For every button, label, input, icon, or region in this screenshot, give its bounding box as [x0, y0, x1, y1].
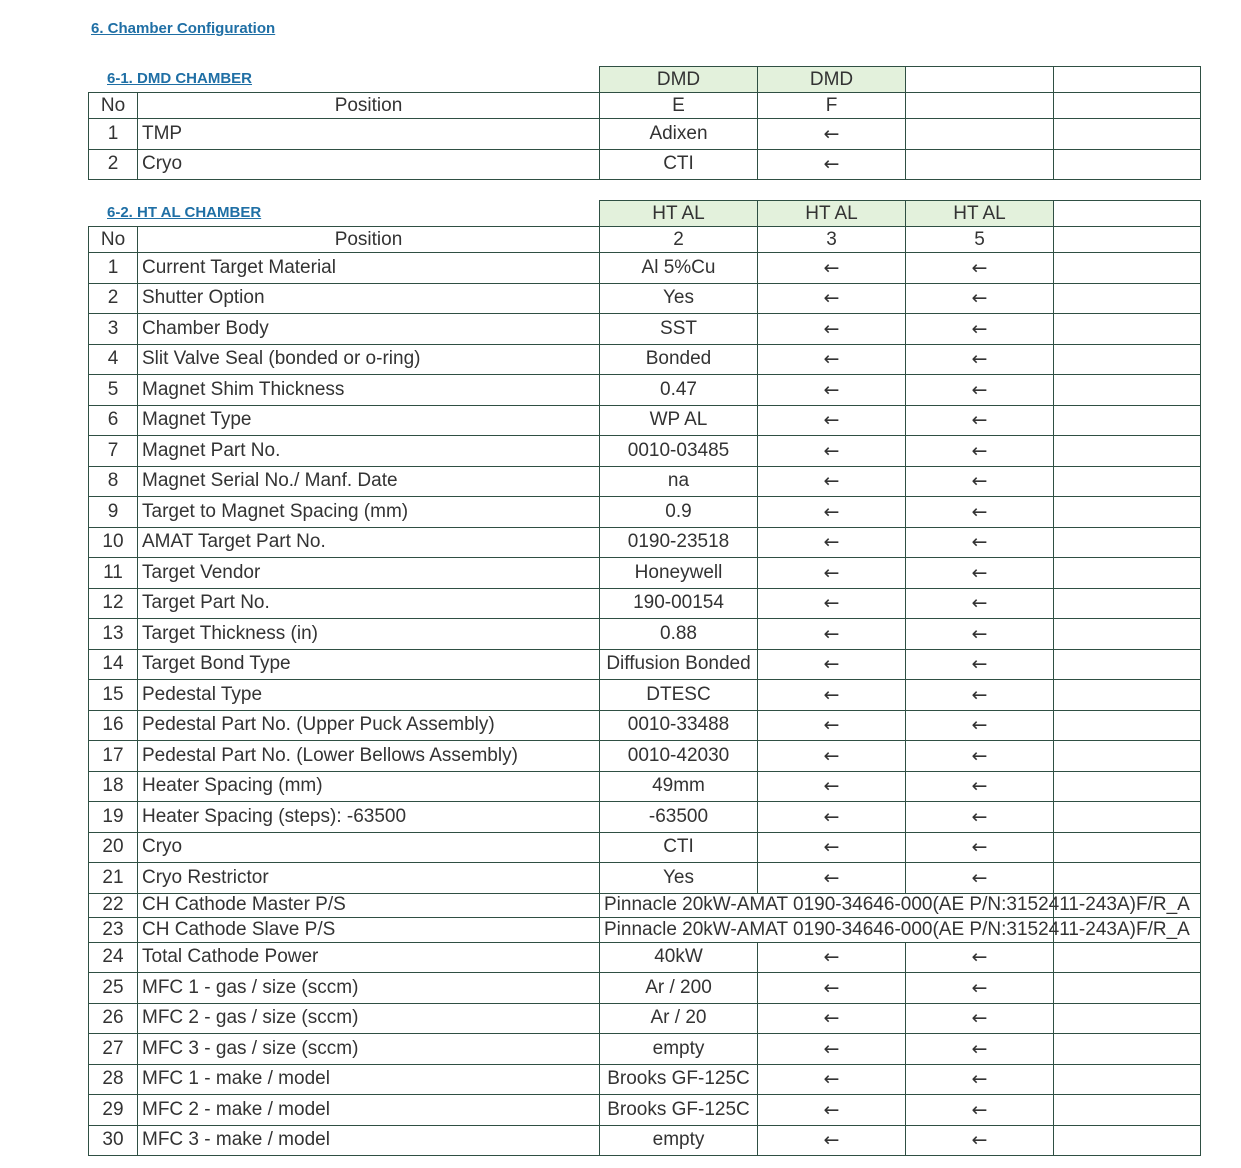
row-value — [1054, 436, 1201, 467]
column-header: DMD — [758, 67, 906, 93]
row-value: ← — [758, 527, 906, 558]
row-number: 12 — [89, 588, 138, 619]
row-number: 15 — [89, 680, 138, 711]
row-number: 20 — [89, 832, 138, 863]
row-value: ← — [758, 1064, 906, 1095]
row-value: 0010-03485 — [600, 436, 758, 467]
row-value: ← — [906, 497, 1054, 528]
table-row — [89, 344, 1201, 375]
row-position: Target Vendor — [138, 558, 600, 589]
row-value: ← — [758, 1034, 906, 1065]
row-value: ← — [906, 1095, 1054, 1126]
row-value: ← — [758, 119, 906, 150]
dmd-section-title: 6-1. DMD CHAMBER — [107, 70, 253, 87]
table-row — [89, 649, 1201, 680]
table-row — [89, 149, 1201, 180]
column-header — [1054, 67, 1201, 93]
row-position: Target Part No. — [138, 588, 600, 619]
row-value — [1054, 497, 1201, 528]
row-value — [1054, 1095, 1201, 1126]
row-value: WP AL — [600, 405, 758, 436]
row-value: ← — [758, 741, 906, 772]
column-subheader — [906, 93, 1054, 119]
row-value — [906, 119, 1054, 150]
row-value: ← — [906, 314, 1054, 345]
row-position: Pedestal Type — [138, 680, 600, 711]
row-value: Ar / 20 — [600, 1003, 758, 1034]
row-number: 24 — [89, 942, 138, 973]
row-position: Magnet Shim Thickness — [138, 375, 600, 406]
row-number: 3 — [89, 314, 138, 345]
table-row — [89, 741, 1201, 772]
row-value: ← — [758, 832, 906, 863]
row-number: 22 — [89, 893, 138, 918]
row-value: ← — [906, 832, 1054, 863]
row-number: 6 — [89, 405, 138, 436]
row-value — [1054, 863, 1201, 894]
row-value — [1054, 619, 1201, 650]
row-number: 1 — [89, 253, 138, 284]
row-value: 40kW — [600, 942, 758, 973]
row-position: CH Cathode Slave P/S — [138, 918, 600, 943]
row-value — [1054, 558, 1201, 589]
col-position-header: Position — [138, 227, 600, 253]
row-number: 1 — [89, 119, 138, 150]
table-row — [89, 253, 1201, 284]
row-position: Chamber Body — [138, 314, 600, 345]
row-value: 0010-42030 — [600, 741, 758, 772]
row-value: ← — [906, 1003, 1054, 1034]
subheader-row — [89, 93, 1201, 119]
row-value: ← — [906, 375, 1054, 406]
row-value: ← — [758, 680, 906, 711]
row-value — [1054, 802, 1201, 833]
row-value: -63500 — [600, 802, 758, 833]
row-value: 49mm — [600, 771, 758, 802]
row-value — [1054, 942, 1201, 973]
column-subheader: E — [600, 93, 758, 119]
row-number: 23 — [89, 918, 138, 943]
row-value: Ar / 200 — [600, 973, 758, 1004]
row-value: ← — [906, 344, 1054, 375]
row-number: 14 — [89, 649, 138, 680]
row-value — [1054, 771, 1201, 802]
row-number: 9 — [89, 497, 138, 528]
column-subheader — [1054, 227, 1201, 253]
row-value — [1054, 710, 1201, 741]
row-value: ← — [758, 710, 906, 741]
row-number: 16 — [89, 710, 138, 741]
row-value — [1054, 527, 1201, 558]
row-value: ← — [758, 802, 906, 833]
row-value — [1054, 1064, 1201, 1095]
row-position: Cryo — [138, 149, 600, 180]
column-header — [1054, 201, 1201, 227]
row-value: ← — [906, 283, 1054, 314]
row-number: 26 — [89, 1003, 138, 1034]
row-value: ← — [758, 973, 906, 1004]
row-position: MFC 1 - gas / size (sccm) — [138, 973, 600, 1004]
row-value: ← — [758, 1125, 906, 1156]
row-position: TMP — [138, 119, 600, 150]
row-value — [1054, 832, 1201, 863]
row-value: 0.88 — [600, 619, 758, 650]
table-row — [89, 1034, 1201, 1065]
row-value: ← — [758, 649, 906, 680]
column-header: HT AL — [758, 201, 906, 227]
row-value: 0.47 — [600, 375, 758, 406]
row-value: ← — [758, 863, 906, 894]
row-value: ← — [758, 497, 906, 528]
row-value: empty — [600, 1125, 758, 1156]
row-value: Adixen — [600, 119, 758, 150]
htal-chamber-table — [88, 200, 1201, 1156]
table-row — [89, 710, 1201, 741]
row-span-value: Pinnacle 20kW-AMAT 0190-34646-000(AE P/N:3152411-243A)F/R_A — [600, 918, 1054, 943]
row-value: ← — [758, 436, 906, 467]
table-row — [89, 771, 1201, 802]
row-number: 28 — [89, 1064, 138, 1095]
row-number: 2 — [89, 283, 138, 314]
row-value — [1054, 1003, 1201, 1034]
row-value: ← — [906, 466, 1054, 497]
row-value — [1054, 253, 1201, 284]
row-position: Target Bond Type — [138, 649, 600, 680]
row-value: ← — [906, 1034, 1054, 1065]
row-value: ← — [906, 649, 1054, 680]
table-row — [89, 466, 1201, 497]
column-header: HT AL — [906, 201, 1054, 227]
row-value: ← — [758, 344, 906, 375]
row-value: DTESC — [600, 680, 758, 711]
row-value — [1054, 344, 1201, 375]
table-row — [89, 802, 1201, 833]
column-header: HT AL — [600, 201, 758, 227]
row-number: 8 — [89, 466, 138, 497]
row-number: 2 — [89, 149, 138, 180]
row-position: Target to Magnet Spacing (mm) — [138, 497, 600, 528]
row-number: 10 — [89, 527, 138, 558]
row-value: ← — [906, 680, 1054, 711]
table-row — [89, 558, 1201, 589]
column-subheader: 2 — [600, 227, 758, 253]
row-value: Honeywell — [600, 558, 758, 589]
col-no-header: No — [89, 227, 138, 253]
column-subheader: 5 — [906, 227, 1054, 253]
row-value: ← — [758, 942, 906, 973]
row-value: ← — [906, 710, 1054, 741]
row-position: Target Thickness (in) — [138, 619, 600, 650]
row-value — [1054, 119, 1201, 150]
row-number: 27 — [89, 1034, 138, 1065]
table-row — [89, 375, 1201, 406]
row-value — [1054, 588, 1201, 619]
row-value — [1054, 405, 1201, 436]
row-position: Magnet Serial No./ Manf. Date — [138, 466, 600, 497]
row-value: ← — [758, 375, 906, 406]
row-position: MFC 3 - make / model — [138, 1125, 600, 1156]
row-value: ← — [758, 405, 906, 436]
row-number: 7 — [89, 436, 138, 467]
row-value — [1054, 375, 1201, 406]
table-row — [89, 918, 1201, 943]
row-value: 190-00154 — [600, 588, 758, 619]
row-position: Heater Spacing (steps): -63500 — [138, 802, 600, 833]
row-position: Total Cathode Power — [138, 942, 600, 973]
row-value: ← — [758, 619, 906, 650]
table-row — [89, 680, 1201, 711]
row-value: Yes — [600, 863, 758, 894]
table-row — [89, 1064, 1201, 1095]
row-value — [906, 149, 1054, 180]
row-value: Brooks GF-125C — [600, 1095, 758, 1126]
row-value: ← — [906, 405, 1054, 436]
row-value: SST — [600, 314, 758, 345]
row-value: Bonded — [600, 344, 758, 375]
row-value: ← — [758, 588, 906, 619]
row-value: ← — [758, 1003, 906, 1034]
table-row — [89, 1003, 1201, 1034]
row-position: Current Target Material — [138, 253, 600, 284]
row-value: Diffusion Bonded — [600, 649, 758, 680]
table-row — [89, 588, 1201, 619]
row-number: 25 — [89, 973, 138, 1004]
row-position: Shutter Option — [138, 283, 600, 314]
row-value — [1054, 283, 1201, 314]
table-row — [89, 1095, 1201, 1126]
row-value — [1054, 466, 1201, 497]
column-subheader — [1054, 93, 1201, 119]
row-value: 0.9 — [600, 497, 758, 528]
row-number: 29 — [89, 1095, 138, 1126]
col-position-header: Position — [138, 93, 600, 119]
row-value: ← — [758, 314, 906, 345]
table-row — [89, 619, 1201, 650]
row-value: ← — [906, 802, 1054, 833]
table-row — [89, 436, 1201, 467]
row-value: ← — [906, 973, 1054, 1004]
row-position: Slit Valve Seal (bonded or o-ring) — [138, 344, 600, 375]
row-value — [1054, 1034, 1201, 1065]
row-value: ← — [758, 1095, 906, 1126]
row-position: CH Cathode Master P/S — [138, 893, 600, 918]
row-value: ← — [906, 619, 1054, 650]
row-position: MFC 3 - gas / size (sccm) — [138, 1034, 600, 1065]
page-title: 6. Chamber Configuration — [91, 20, 276, 37]
row-value — [1054, 149, 1201, 180]
row-position: Magnet Type — [138, 405, 600, 436]
table-row — [89, 973, 1201, 1004]
row-value — [1054, 973, 1201, 1004]
row-number: 5 — [89, 375, 138, 406]
table-row — [89, 832, 1201, 863]
row-value: 0010-33488 — [600, 710, 758, 741]
row-number: 21 — [89, 863, 138, 894]
subheader-row — [89, 227, 1201, 253]
column-header: DMD — [600, 67, 758, 93]
row-value: ← — [906, 436, 1054, 467]
row-value: ← — [758, 558, 906, 589]
dmd-chamber-table — [88, 66, 1201, 180]
row-value: CTI — [600, 149, 758, 180]
header-spacer — [89, 201, 600, 227]
table-row — [89, 527, 1201, 558]
row-span-value: Pinnacle 20kW-AMAT 0190-34646-000(AE P/N:3152411-243A)F/R_A — [600, 893, 1054, 918]
row-value — [1054, 680, 1201, 711]
header-row — [89, 67, 1201, 93]
row-value: ← — [758, 771, 906, 802]
table-row — [89, 119, 1201, 150]
row-value: ← — [906, 1064, 1054, 1095]
row-position: Pedestal Part No. (Lower Bellows Assembly) — [138, 741, 600, 772]
row-value: ← — [758, 283, 906, 314]
row-value — [1054, 649, 1201, 680]
row-value: 0190-23518 — [600, 527, 758, 558]
row-position: MFC 2 - make / model — [138, 1095, 600, 1126]
row-value: CTI — [600, 832, 758, 863]
row-position: Cryo Restrictor — [138, 863, 600, 894]
row-value: ← — [906, 588, 1054, 619]
row-value: ← — [758, 466, 906, 497]
row-number: 17 — [89, 741, 138, 772]
row-value — [1054, 741, 1201, 772]
row-value: ← — [906, 558, 1054, 589]
column-subheader: F — [758, 93, 906, 119]
column-subheader: 3 — [758, 227, 906, 253]
row-value: Al 5%Cu — [600, 253, 758, 284]
table-row — [89, 314, 1201, 345]
row-value: na — [600, 466, 758, 497]
row-value: ← — [906, 1125, 1054, 1156]
row-number: 11 — [89, 558, 138, 589]
row-value: Brooks GF-125C — [600, 1064, 758, 1095]
htal-section-title: 6-2. HT AL CHAMBER — [107, 204, 262, 221]
table-row — [89, 863, 1201, 894]
header-row — [89, 201, 1201, 227]
table-row — [89, 405, 1201, 436]
row-position: MFC 1 - make / model — [138, 1064, 600, 1095]
row-value: Yes — [600, 283, 758, 314]
table-row — [89, 1125, 1201, 1156]
row-value: ← — [906, 527, 1054, 558]
row-value — [1054, 314, 1201, 345]
row-value — [1054, 1125, 1201, 1156]
table-row — [89, 497, 1201, 528]
row-number: 30 — [89, 1125, 138, 1156]
header-spacer — [89, 67, 600, 93]
row-position: MFC 2 - gas / size (sccm) — [138, 1003, 600, 1034]
row-value: ← — [906, 253, 1054, 284]
row-value: empty — [600, 1034, 758, 1065]
col-no-header: No — [89, 93, 138, 119]
table-row — [89, 893, 1201, 918]
column-header — [906, 67, 1054, 93]
row-number: 18 — [89, 771, 138, 802]
row-number: 4 — [89, 344, 138, 375]
table-row — [89, 942, 1201, 973]
row-value: ← — [906, 741, 1054, 772]
row-value: ← — [906, 863, 1054, 894]
row-value: ← — [906, 942, 1054, 973]
row-position: Heater Spacing (mm) — [138, 771, 600, 802]
row-position: Cryo — [138, 832, 600, 863]
row-value: ← — [906, 771, 1054, 802]
row-number: 13 — [89, 619, 138, 650]
row-value: ← — [758, 253, 906, 284]
row-value: ← — [758, 149, 906, 180]
row-position: Magnet Part No. — [138, 436, 600, 467]
row-position: AMAT Target Part No. — [138, 527, 600, 558]
row-position: Pedestal Part No. (Upper Puck Assembly) — [138, 710, 600, 741]
table-row — [89, 283, 1201, 314]
row-number: 19 — [89, 802, 138, 833]
